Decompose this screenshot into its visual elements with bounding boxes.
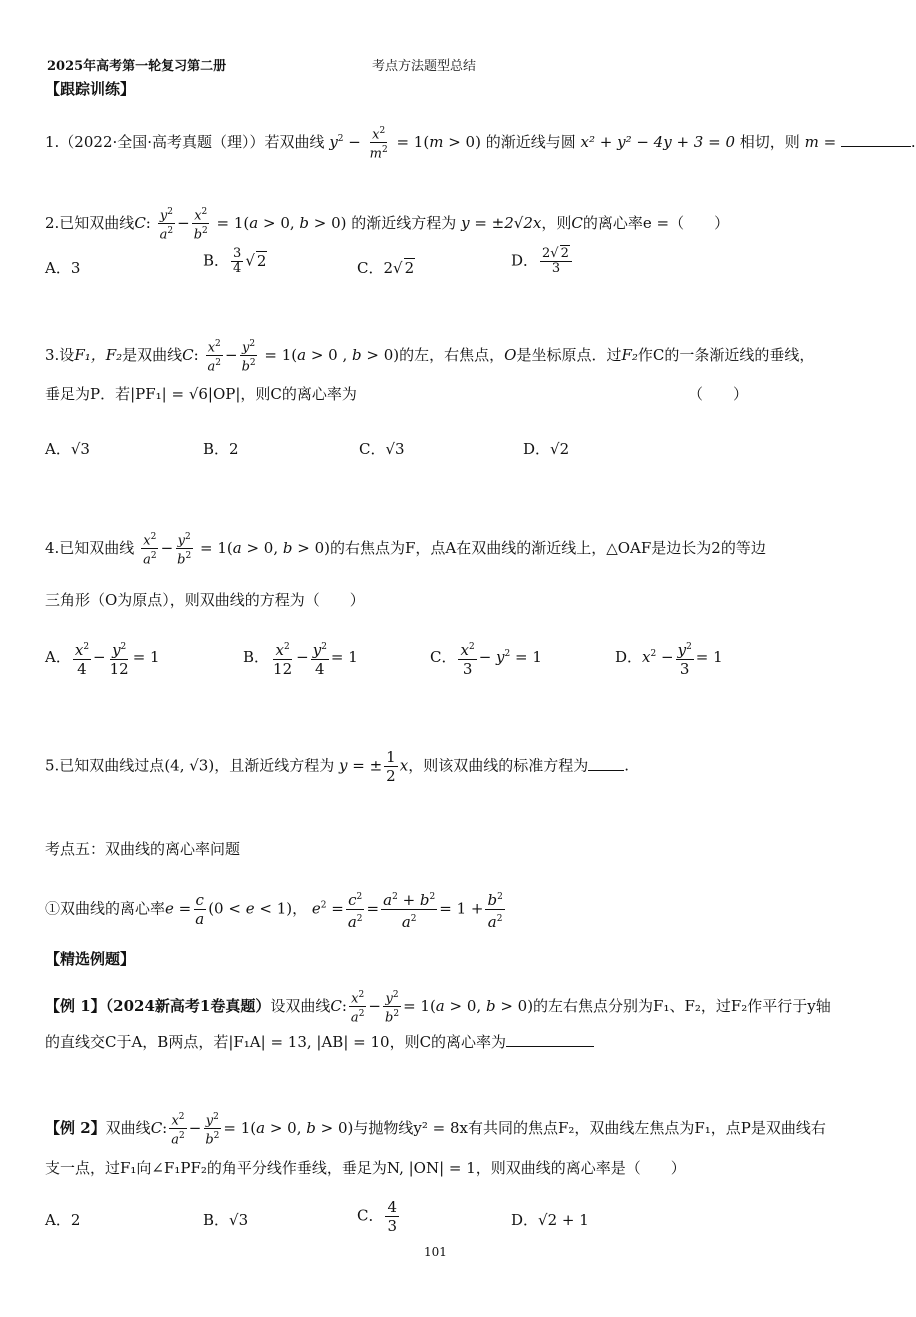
q4-option-d: D．$x^2$ − $\frac{y^2}{3}$ = 1 <box>615 638 723 678</box>
header-left: 2025年高考第一轮复习第二册 <box>47 59 227 74</box>
ex2-option-c: C． $\frac{4}{3}$ <box>357 1198 398 1235</box>
question-3-line-2: 垂足为P．若|PF₁| = √6|OP|，则C的离心率为 <box>45 385 357 403</box>
example-1-line-1: 【例 1】（2024新高考1卷真题）设双曲线C: $\frac{x^2}{a^2}$ − $\frac{y^2}{b^2}$ = 1(a > 0, b > 0)的左右焦点分别为F₁、F₂，过F₂作平行于y轴 <box>45 990 831 1026</box>
question-1: 1.（2022·全国·高考真题（理））若双曲线 $y^2$ − $\frac{x^2}{m^2}$ = 1(m > 0) 的渐近线与圆 x² + y² − 4y + 3 = 0 相切，则 m = . <box>45 126 916 162</box>
q3-option-b: B．2 <box>203 440 239 458</box>
question-4-line-2: 三角形（O为原点），则双曲线的方程为（ ） <box>45 591 365 609</box>
example-1-line-2: 的直线交C于A，B两点，若|F₁A| = 13, |AB| = 10，则C的离心率为 <box>45 1031 594 1053</box>
ex2-option-b: B．√3 <box>203 1211 249 1229</box>
q4-option-a: A． $\frac{x^2}{4}$ − $\frac{y^2}{12}$ = 1 <box>45 638 160 678</box>
example-2-line-2: 支一点，过F₁向∠F₁PF₂的角平分线作垂线，垂足为N, |ON| = 1，则双曲线的离心率是（ ） <box>45 1159 686 1177</box>
section-examples-title: 【精选例题】 <box>45 950 136 968</box>
q4-option-c: C． $\frac{x^2}{3}$ − $y^2 = 1$ <box>430 638 542 678</box>
q4-option-b: B． $\frac{x^2}{12}$ − $\frac{y^2}{4}$ = 1 <box>243 638 358 678</box>
topic-5-title: 考点五：双曲线的离心率问题 <box>45 840 241 858</box>
q3-option-a: A．√3 <box>45 440 90 458</box>
q2-option-c: C．2√ 2 <box>357 259 415 277</box>
ex2-option-d: D．√2 + 1 <box>511 1211 589 1229</box>
question-3-line-1: 3.设F₁，F₂是双曲线C: $\frac{x^2}{a^2}$ − $\frac{y^2}{b^2}$ = 1(a > 0 , b > 0)的左，右焦点，O是坐标原点．过F₂作C的一条渐近线的垂线， <box>45 339 815 375</box>
question-5: 5.已知双曲线过点(4, √3)，且渐近线方程为 y = ± $\frac{1}{2}$ x，则该双曲线的标准方程为 . <box>45 748 629 785</box>
q2-option-a: A．3 <box>45 259 81 277</box>
header-center: 考点方法题型总结 <box>372 59 477 74</box>
ex2-option-a: A．2 <box>45 1211 81 1229</box>
question-4-line-1: 4.已知双曲线 $\frac{x^2}{a^2}$ − $\frac{y^2}{b^2}$ = 1(a > 0, b > 0)的右焦点为F，点A在双曲线的渐近线上，△OAF是边长为2的等边 <box>45 532 766 568</box>
example-2-line-1: 【例 2】双曲线C: $\frac{x^2}{a^2}$ − $\frac{y^2}{b^2}$ = 1(a > 0, b > 0)与抛物线y² = 8x有共同的焦点F₂，双曲线左焦点为F₁，点P是双曲线右 <box>45 1112 826 1148</box>
question-2: 2.已知双曲线C: $\frac{y^2}{a^2}$ − $\frac{x^2}{b^2}$ = 1(a > 0, b > 0) 的渐近线方程为 y = ±2√2x，则C的离心率e =（ ） <box>45 207 730 243</box>
question-3-paren: （ ） <box>688 385 749 403</box>
q3-option-d: D．√2 <box>523 440 570 458</box>
section-practice-title: 【跟踪训练】 <box>45 80 136 98</box>
q2-option-b: B． $\frac{3}{4}$ √ 2 <box>203 246 267 276</box>
topic-5-item-1: ①双曲线的离心率e = $\frac{c}{a}$ (0 < e < 1)， $e^2$ = $\frac{c^2}{a^2}$ = $\frac{a^2 + b^2}{a^2}$ = 1 + $\frac{b^2}{a^2}$ <box>45 888 507 931</box>
page-number: 101 <box>424 1245 447 1259</box>
q2-option-d: D． $\frac{2√ 2}{3}$ <box>511 247 574 276</box>
q3-option-c: C．√3 <box>359 440 405 458</box>
